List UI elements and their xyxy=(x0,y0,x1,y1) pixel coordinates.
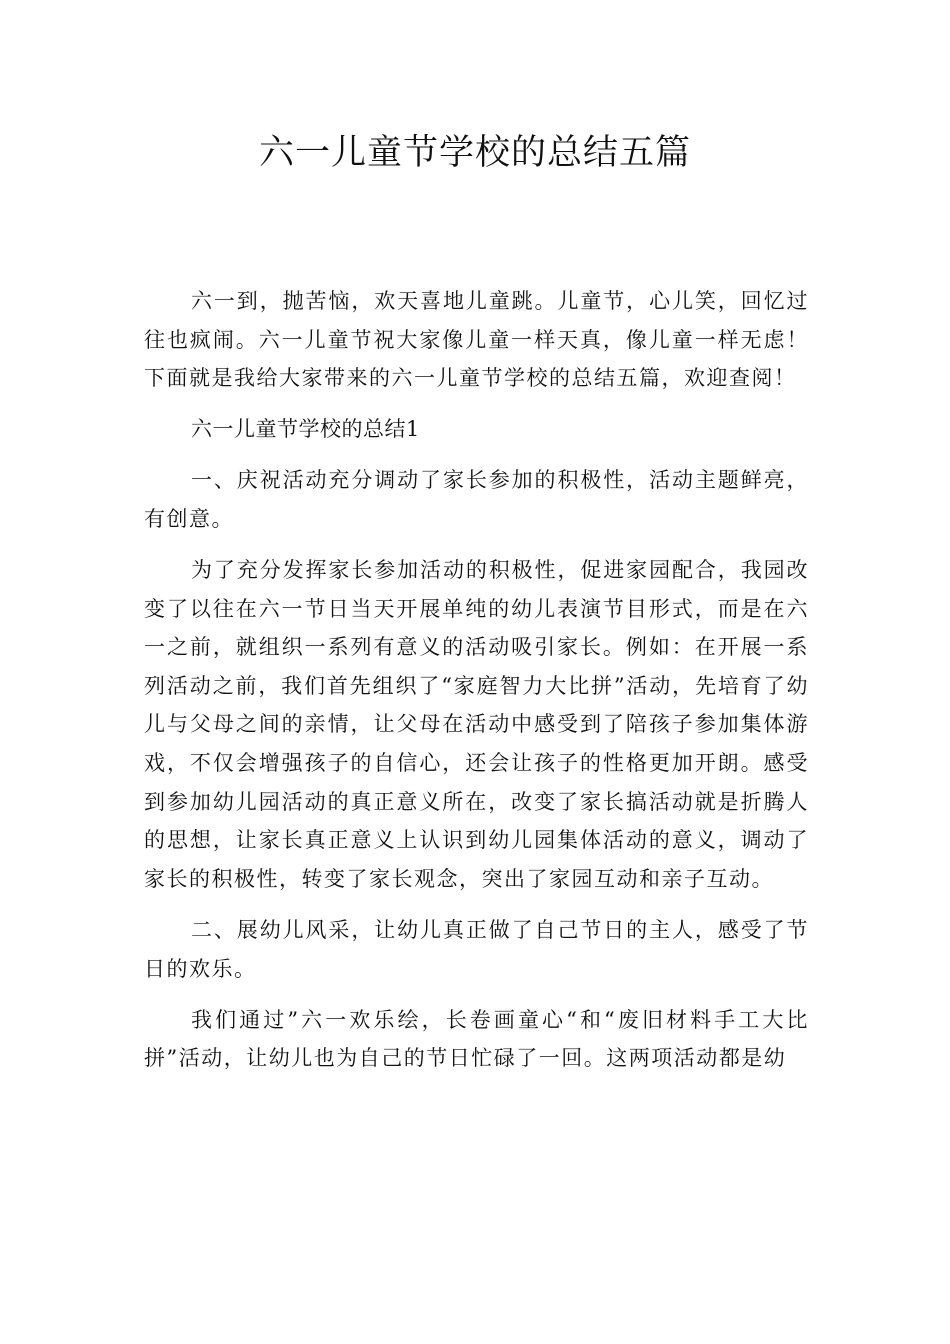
paragraph-point-1: 一、庆祝活动充分调动了家长参加的积极性，活动主题鲜亮，有创意。 xyxy=(144,468,809,531)
paragraph-intro: 六一到，抛苦恼，欢天喜地儿童跳。儿童节，心儿笑，回忆过往也疯闹。六一儿童节祝大家像儿童一样天真，像儿童一样无虑！下面就是我给大家带来的六一儿童节学校的总结五篇，欢迎查阅！ xyxy=(144,289,809,391)
document-body xyxy=(144,282,809,1090)
document-title: 六一儿童节学校的总结五篇 xyxy=(258,133,691,173)
paragraph-point-2: 二、展幼儿风采，让幼儿真正做了自己节日的主人，感受了节日的欢乐。 xyxy=(144,917,809,981)
paragraph-point-2-detail: 我们通过”六一欢乐绘，长卷画童心“和“废旧材料手工大比拼”活动，让幼儿也为自己的节日忙碌了一回。这两项活动都是幼 xyxy=(144,1007,809,1071)
paragraph-point-1-detail: 为了充分发挥家长参加活动的积极性，促进家园配合，我园改变了以往在六一节日当天开展单纯的幼儿表演节目形式，而是在六一之前，就组织一系列有意义的活动吸引家长。例如：在开展一系列活动之前，我们首先组织了“家庭智力大比拼”活动，先培育了幼儿与父母之间的亲情，让父母在活动中感受到了陪孩子参加集体游戏，不仅会增强孩子的自信心，还会让孩子的性格更加开朗。感受到参加幼儿园活动的真正意义所在，改变了家长搞活动就是折腾人的思想，让家长真正意义上认识到幼儿园集体活动的意义，调动了家长的积极性，转变了家长观念，突出了家园互动和亲子互动。 xyxy=(144,558,809,891)
section-heading-1: 六一儿童节学校的总结1 xyxy=(191,417,420,442)
